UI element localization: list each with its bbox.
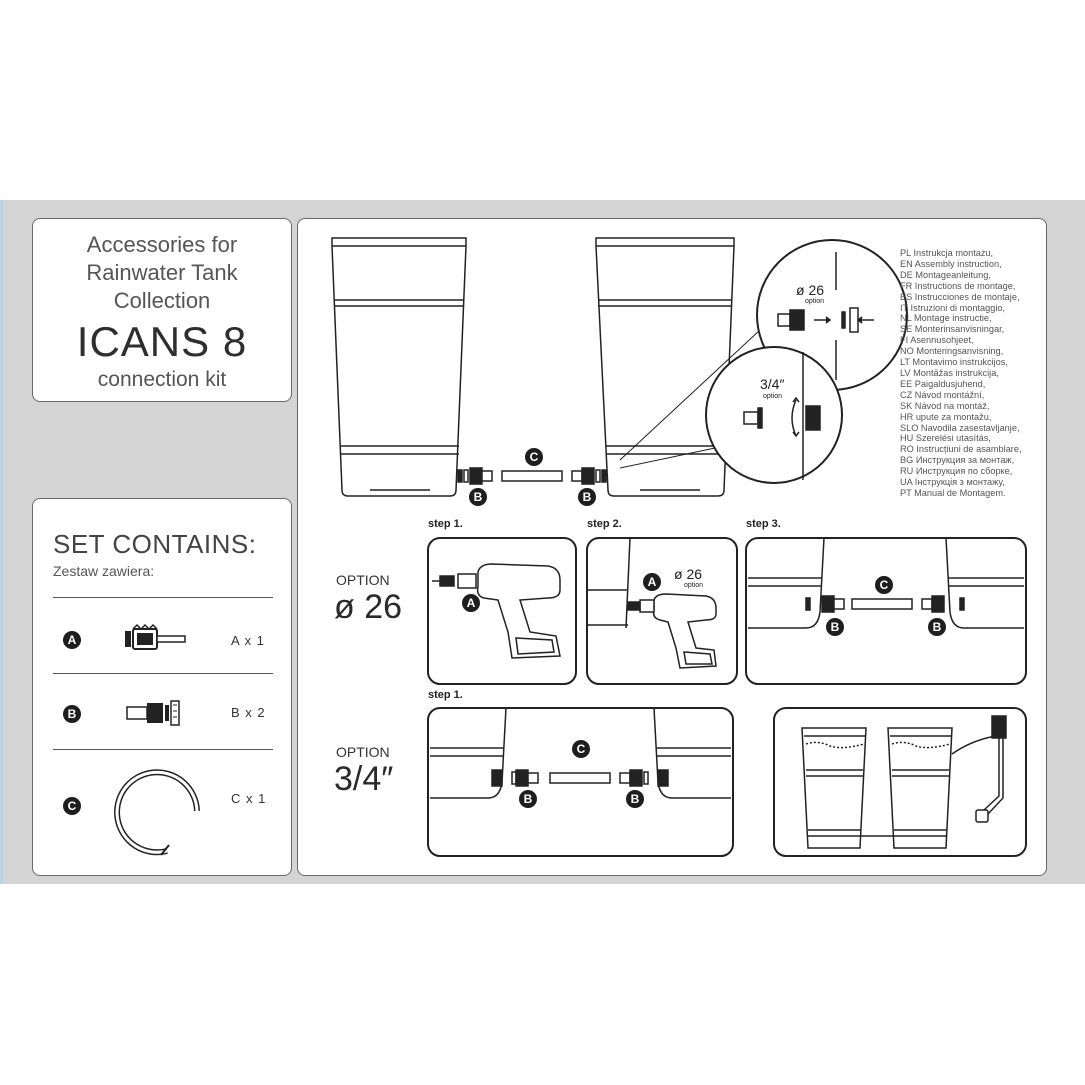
language-item: SE Monterinsanvisningar, [900, 324, 1005, 335]
step3-box [746, 538, 1026, 684]
qty-c: C x 1 [231, 791, 267, 806]
set-heading: SET CONTAINS: [53, 529, 257, 559]
title-line-1: Accessories for [86, 232, 238, 257]
tank-left-illustration [332, 238, 466, 496]
language-item: ES Instrucciones de montaje, [900, 291, 1020, 302]
step-1-label: step 1. [428, 518, 463, 530]
language-item: UA Інструкція з монтажу, [900, 477, 1005, 488]
language-item: FR Instructions de montage, [900, 280, 1016, 291]
title-line-2: Rainwater Tank [86, 260, 238, 285]
option-note: option [763, 393, 783, 400]
language-item: HR upute za montažu, [900, 411, 992, 422]
option-note: option [684, 582, 704, 589]
language-item: FI Asennusohjeet, [900, 335, 974, 346]
title-line-3: Collection [113, 288, 211, 313]
step-2-label: step 2. [587, 518, 622, 530]
language-item: RU Инструкция по сборке, [900, 466, 1013, 477]
language-list [900, 248, 1070, 499]
language-item: RO Instrucțiuni de asamblare, [900, 444, 1022, 455]
option-2-value: 3/4″ [334, 760, 394, 798]
label-b: B [928, 618, 946, 636]
step-3-label: step 3. [746, 518, 781, 530]
set-subheading: Zestaw zawiera: [53, 563, 155, 579]
label-b: B [626, 790, 644, 808]
label-b: B [578, 488, 596, 506]
label-b: B [519, 790, 537, 808]
label-c: C [875, 576, 893, 594]
product-name: ICANS 8 [76, 318, 248, 365]
language-item: IT Istruzioni di montaggio, [900, 302, 1006, 313]
language-item: SLO Navodila zasestavljanje, [900, 422, 1020, 433]
diameter-26-callout: ø 26 [796, 282, 825, 298]
detail-circle-34 [706, 347, 842, 483]
option-1-value: ø 26 [334, 588, 403, 626]
qty-b: B x 2 [231, 705, 266, 720]
label-b: B [469, 488, 487, 506]
language-item: EE Paigaldusjuhend, [900, 378, 986, 389]
option-1-label: OPTION [336, 572, 390, 588]
language-item: NL Montage instructie, [900, 313, 992, 324]
language-item: LT Montavimo instrukcijos, [900, 357, 1008, 368]
label-c: C [63, 797, 81, 815]
label-a: A [63, 631, 81, 649]
language-item: BG Инструкция за монтаж, [900, 455, 1015, 466]
thread-34-callout: 3/4″ [760, 376, 785, 392]
option-2-label: OPTION [336, 744, 390, 760]
label-a: A [462, 594, 480, 612]
product-subtitle: connection kit [97, 368, 227, 391]
tank-right-illustration [596, 238, 734, 496]
language-item: PT Manual de Montagem. [900, 487, 1006, 498]
step-1-label: step 1. [428, 689, 463, 701]
language-item: NO Monteringsanvisning, [900, 346, 1004, 357]
label-c: C [525, 448, 543, 466]
diameter-26-callout: ø 26 [674, 566, 703, 582]
language-item: PL Instrukcja montażu, [900, 248, 994, 258]
language-item: CZ Návod montážní, [900, 389, 985, 400]
language-item: HU Szerelési utasítás, [900, 433, 991, 444]
label-a: A [643, 573, 661, 591]
label-b: B [63, 705, 81, 723]
qty-a: A x 1 [231, 633, 265, 648]
language-item: LV Montāžas instrukcija, [900, 367, 999, 378]
language-item: EN Assembly instruction, [900, 258, 1002, 269]
label-b: B [826, 618, 844, 636]
language-item: SK Návod na montáž, [900, 400, 990, 411]
option-note: option [805, 298, 825, 305]
language-item: DE Montageanleitung, [900, 269, 991, 280]
label-c: C [572, 740, 590, 758]
